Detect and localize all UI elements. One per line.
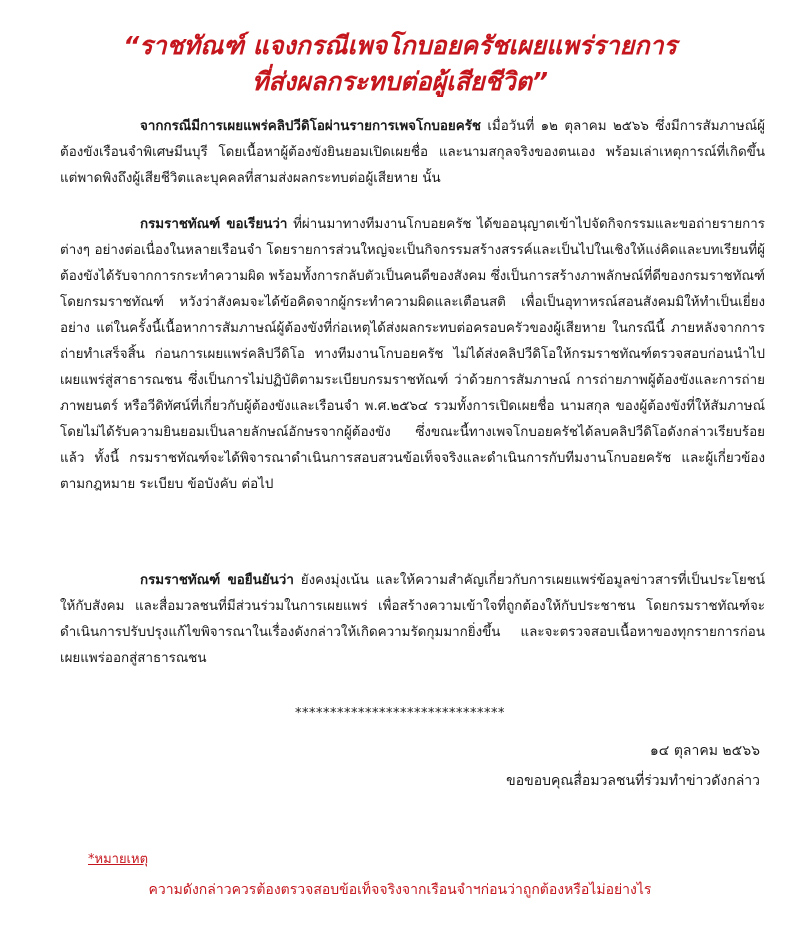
- paragraph-statement-lead: กรมราชทัณฑ์ ขอเรียนว่า: [140, 217, 288, 232]
- paragraph-affirmation-body: ยังคงมุ่งเน้น และให้ความสำคัญเกี่ยวกับการเผยแพร่ข้อมูลข่าวสารที่เป็นประโยชน์ให้กับสังคม และสื่อมวลชนที่มีส่วนร่วมในการเผยแพร่ เพื่อสร้างความเข้าใจที่ถูกต้องให้กับประชาชน โดยกรมราชทัณฑ์จะดำเนินการปรับปรุงแก้ไขพิจารณาในเรื่องดังกล่าวให้เกิดความรัดกุมมากยิ่งขึ้น และจะตรวจสอบเนื้อหาของทุกรายการก่อนเผยแพร่ออกสู่สาธารณชน: [60, 573, 765, 666]
- paragraph-incident: [60, 114, 765, 192]
- note-text: ความดังกล่าวควรต้องตรวจสอบข้อเท็จจริงจากเรือนจำฯก่อนว่าถูกต้องหรือไม่อย่างไร: [148, 882, 652, 898]
- separator-stars: ******************************: [295, 706, 505, 721]
- paragraph-statement-body: ที่ผ่านมาทางทีมงานโกบอยครัช ได้ขออนุญาตเข้าไปจัดกิจกรรมและขอถ่ายรายการต่างๆ อย่างต่อเนื่องในหลายเรือนจำ โดยรายการส่วนใหญ่จะเป็นกิจกรรมสร้างสรรค์และเป็นไปในเชิงให้แง่คิดและบทเรียนที่ผู้ต้องขังได้รับจากการกระทำความผิด พร้อมทั้งการกลับตัวเป็นคนดีของสังคม ซึ่งเป็นการสร้างภาพลักษณ์ที่ดีของกรมราชทัณฑ์ โดยกรมราชทัณฑ์ หวังว่าสังคมจะได้ข้อคิดจากผู้กระทำความผิดและเตือนสติ เพื่อเป็นอุทาหรณ์สอนสังคมมิให้ทำเป็นเยี่ยงอย่าง แต่ในครั้งนี้เนื้อหาการสัมภาษณ์ผู้ต้องขังที่ก่อเหตุได้ส่งผลกระทบต่อครอบครัวของผู้เสียหาย ในกรณีนี้ ภายหลังจากการถ่ายทำเสร็จสิ้น ก่อนการเผยแพร่คลิปวีดิโอ ทางทีมงานโกบอยครัช ไม่ได้ส่งคลิปวีดิโอให้กรมราชทัณฑ์ตรวจสอบก่อนนำไปเผยแพร่สู่สาธารณชน ซึ่งเป็นการไม่ปฏิบัติตามระเบียบกรมราชทัณฑ์ ว่าด้วยการสัมภาษณ์ การถ่ายภาพผู้ต้องขังและการถ่ายภาพยนตร์ หรือวีดิทัศน์ที่เกี่ยวกับผู้ต้องขังและเรือนจำ พ.ศ.๒๕๖๔ รวมทั้งการเปิดเผยชื่อ นามสกุล ของผู้ต้องขังที่ให้สัมภาษณ์ โดยไม่ได้รับความยินยอมเป็นลายลักษณ์อักษรจากผู้ต้องขัง ซึ่งขณะนี้ทางเพจโกบอยครัชได้ลบคลิปวีดิโอดังกล่าวเรียบร้อยแล้ว ทั้งนี้ กรมราชทัณฑ์จะได้พิจารณาดำเนินการสอบสวนข้อเท็จจริงและดำเนินการกับทีมงานโกบอยครัช และผู้เกี่ยวข้องตามกฎหมาย ระเบียบ ข้อบังคับ ต่อไป: [60, 217, 765, 492]
- headline-line-2: ที่ส่งผลกระทบต่อผู้เสียชีวิต”: [252, 67, 548, 96]
- paragraph-incident-lead: จากกรณีมีการเผยแพร่คลิปวีดิโอผ่านรายการเพจโกบอยครัช: [140, 119, 481, 134]
- paragraph-incident-body: เมื่อวันที่ ๑๒ ตุลาคม ๒๕๖๖ ซึ่งมีการสัมภาษณ์ผู้ต้องขังเรือนจำพิเศษมีนบุรี โดยเนื้อหาผู้ต้องขังยินยอมเปิดเผยชื่อ และนามสกุลจริงของตนเอง พร้อมเล่าเหตุการณ์ที่เกิดขึ้น แต่พาดพิงถึงผู้เสียชีวิตและบุคคลที่สามส่งผลกระทบต่อผู้เสียหาย นั้น: [60, 119, 765, 186]
- release-date: ๑๔ ตุลาคม ๒๕๖๖: [649, 743, 760, 759]
- thanks-line: ขอขอบคุณสื่อมวลชนที่ร่วมทำข่าวดังกล่าว: [506, 773, 760, 789]
- note-label: *หมายเหตุ: [88, 852, 149, 867]
- headline: [0, 28, 800, 100]
- paragraph-affirmation-lead: กรมราชทัณฑ์ ขอยืนยันว่า: [140, 573, 294, 588]
- paragraph-affirmation: [60, 568, 765, 672]
- paragraph-statement: [60, 212, 765, 498]
- headline-line-1: “ราชทัณฑ์ แจงกรณีเพจโกบอยครัชเผยแพร่รายการ: [123, 31, 677, 60]
